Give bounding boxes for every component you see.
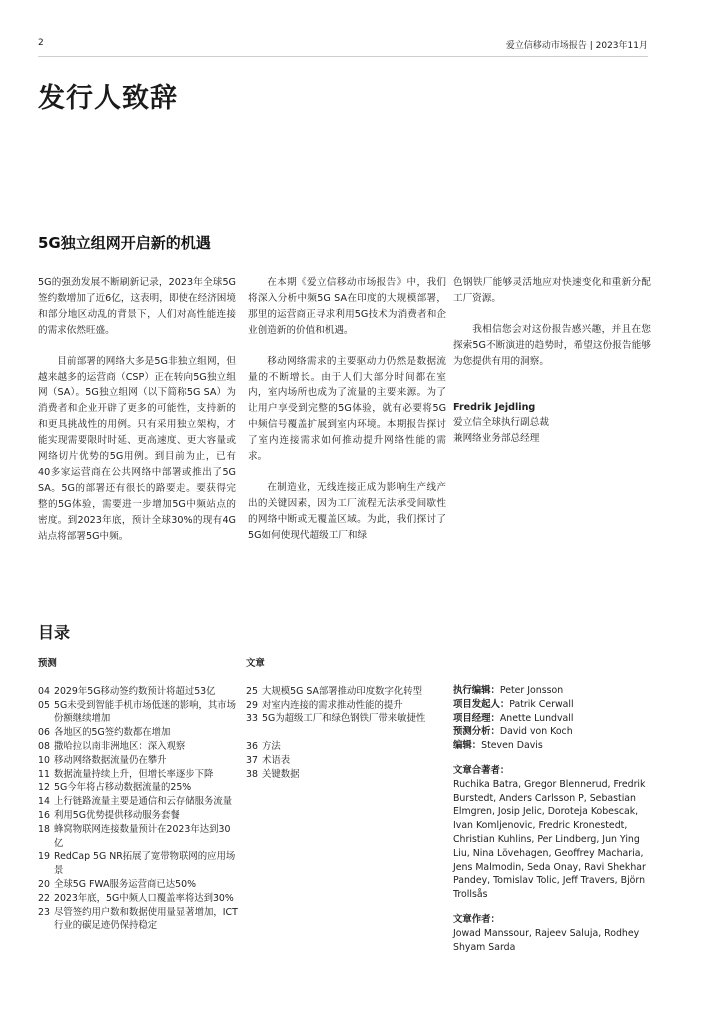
paragraph: 5G的强劲发展不断刷新记录，2023年全球5G签约数增加了近6亿，这表明，即使在经济困境和部分地区动乱的背景下，人们对高性能连接的需求依然旺盛。	[38, 277, 236, 336]
toc-articles	[246, 657, 444, 781]
credit-value: David von Koch	[499, 726, 573, 738]
toc-page-number: 19	[38, 851, 50, 863]
toc-page-number: 14	[38, 796, 50, 808]
toc-forecast	[38, 657, 238, 933]
toc-item[interactable]	[38, 850, 238, 878]
toc-item[interactable]	[38, 699, 238, 727]
credit-line	[453, 712, 653, 726]
credits	[453, 684, 653, 954]
paragraph: 移动网络需求的主要驱动力仍然是数据流量的不断增长。由于人们大部分时间都在室内，室内场所也成为了流量的主要来源。为了让用户享受到完整的5G体验，就有必要将5G中频信号覆盖扩展到室内环境。本期报告探讨了室内连接需求如何推动提升网络性能的需求。	[248, 355, 446, 463]
page-header	[38, 38, 648, 52]
signature-role: 爱立信全球执行副总裁	[453, 417, 549, 429]
credit-line	[453, 725, 653, 739]
toc-item[interactable]	[38, 795, 238, 809]
header-divider	[38, 56, 648, 57]
toc-page-number: 29	[246, 699, 258, 711]
toc-page-number: 11	[38, 768, 50, 780]
authors-list: Jowad Manssour, Rajeev Saluja, Rodhey Shyam Sarda	[453, 927, 640, 953]
toc-item-text: 关键数据	[262, 768, 300, 780]
toc-item-text: 2029年5G移动签约数预计将超过53亿	[54, 685, 216, 697]
toc-item-text: 5G为超级工厂和绿色钢铁厂带来敏捷性	[262, 713, 426, 725]
authors-block	[453, 913, 653, 954]
body-column-2	[248, 275, 446, 559]
toc-item[interactable]	[38, 823, 238, 851]
toc-item-text: 5G未受到智能手机市场低迷的影响，其市场份额继续增加	[54, 699, 236, 725]
toc-item-text: 对室内连接的需求推动性能的提升	[262, 699, 403, 711]
toc-page-number: 20	[38, 878, 50, 890]
toc-item-text: 术语表	[262, 754, 291, 766]
toc-page-number: 10	[38, 754, 50, 766]
credit-line	[453, 684, 653, 698]
toc-item[interactable]	[38, 754, 238, 768]
toc-page-number: 23	[38, 906, 50, 918]
paragraph: 在本期《爱立信移动市场报告》中，我们将深入分析中频5G SA在印度的大规模部署，那里的运营商正寻求利用5G技术为消费者和企业创造新的价值和机遇。	[248, 277, 446, 336]
coauthors-title: 文章合著者：	[453, 764, 510, 776]
body-column-1	[38, 275, 236, 560]
paragraph: 目前部署的网络大多是5G非独立组网，但越来越多的运营商（CSP）正在转向5G独立组网（SA）。5G独立组网（以下简称5G SA）为消费者和企业开辟了更多的可能性，支持新的和更具挑战性的用例。只有采用独立架构，才能实现需要限时时延、更高速度、更大容量或网络切片优势的5G用例。到目前为止，已有40多家运营商在公共网络中部署或推出了5G SA。5G的部署还有很长的路要走。要获得完整的5G体验，需要进一步增加5G中频站点的密度。到2023年底，预计全球30%的现有4G站点将部署5G中频。	[38, 355, 236, 542]
toc-item[interactable]	[246, 740, 444, 754]
coauthors-block	[453, 764, 653, 902]
toc-item[interactable]	[38, 685, 238, 699]
toc-item-text: 全球5G FWA服务运营商已达50%	[54, 878, 196, 890]
toc-item-text: 2023年底，5G中频人口覆盖率将达到30%	[54, 892, 234, 904]
credit-line	[453, 698, 653, 712]
paragraph: 色钢铁厂能够灵活地应对快速变化和重新分配工厂资源。	[453, 277, 651, 304]
toc-item-text: 大规模5G SA部署推动印度数字化转型	[262, 685, 422, 697]
signature-name: Fredrik Jejdling	[453, 401, 536, 413]
page-number: 2	[38, 38, 44, 48]
paragraph: 在制造业，无线连接正成为影响生产线产出的关键因素，因为工厂流程无法承受间歇性的网络中断或无覆盖区域。为此，我们探讨了5G如何使现代超级工厂和绿	[248, 481, 446, 541]
toc-page-number: 37	[246, 754, 258, 766]
toc-page-number: 22	[38, 892, 50, 904]
toc-item[interactable]	[38, 809, 238, 823]
credit-value: Peter Jonsson	[499, 685, 564, 696]
authors-title: 文章作者：	[453, 913, 500, 925]
toc-item[interactable]	[246, 754, 444, 768]
toc-item[interactable]	[246, 768, 444, 782]
toc-forecast-heading: 预测	[38, 658, 57, 669]
coauthors-list: Ruchika Batra, Gregor Blennerud, Fredrik Burstedt, Anders Carlsson P, Sebastian Elmgren, Josip Jelic, Doroteja Kobescak, Ivan Komljenovic, Fredric Kronestedt, Christian Kuhlins, Per Lindberg, Jun Ying Liu, Nina Lövehagen, Geoffrey Macharia, Jens Malmodin, Seda Onay, Ravi Shekhar Pandey, Tomislav Tolic, Jeff Travers, Björn Trollsås	[453, 778, 646, 901]
signature	[453, 400, 651, 448]
toc-item[interactable]	[246, 685, 444, 699]
page-title: 发行人致辞	[38, 83, 178, 114]
credit-line	[453, 739, 653, 753]
toc-page-number: 05	[38, 699, 50, 711]
credit-label: 项目经理：	[453, 712, 500, 724]
toc-item-text: 尽管签约用户数和数据使用量显著增加，ICT行业的碳足迹仍保持稳定	[54, 906, 238, 932]
toc-item[interactable]	[38, 878, 238, 892]
toc-item[interactable]	[38, 906, 238, 934]
toc-item[interactable]	[38, 740, 238, 754]
toc-item-text: 蜂窝物联网连接数量预计在2023年达到30亿	[54, 823, 231, 849]
toc-page-number: 08	[38, 740, 50, 752]
credit-value: Steven Davis	[481, 740, 543, 752]
toc-item-text: 各地区的5G签约数都在增加	[54, 727, 171, 739]
toc-item[interactable]	[38, 726, 238, 740]
toc-page-number: 38	[246, 768, 258, 780]
toc-page-number: 18	[38, 823, 50, 835]
body-column-3	[453, 275, 651, 447]
credit-label: 编辑：	[453, 740, 482, 752]
toc-item-text: 方法	[262, 740, 281, 752]
credit-value: Patrik Cerwall	[509, 698, 574, 710]
credit-label: 项目发起人：	[453, 698, 510, 710]
toc-item[interactable]	[246, 699, 444, 713]
toc-page-number: 33	[246, 713, 258, 725]
toc-articles-heading: 文章	[246, 658, 265, 669]
credit-label: 执行编辑：	[453, 685, 500, 696]
paragraph: 我相信您会对这份报告感兴趣，并且在您探索5G不断演进的趋势时，希望这份报告能够为您提供有用的洞察。	[453, 323, 651, 367]
toc-page-number: 04	[38, 685, 50, 697]
toc-item-text: RedCap 5G NR拓展了宽带物联网的应用场景	[54, 851, 236, 877]
section-subtitle: 5G独立组网开启新的机遇	[38, 234, 211, 252]
toc-item-text: 移动网络数据流量仍在攀升	[54, 754, 167, 766]
toc-page-number: 25	[246, 685, 258, 697]
toc-page-number: 12	[38, 782, 50, 794]
toc-page-number: 06	[38, 727, 50, 739]
toc-item-text: 利用5G优势提供移动服务套餐	[54, 809, 180, 821]
toc-item[interactable]	[38, 768, 238, 782]
toc-page-number: 16	[38, 809, 50, 821]
toc-item-text: 数据流量持续上升，但增长率逐步下降	[54, 768, 214, 780]
toc-item-text: 5G今年将占移动数据流量的25%	[54, 782, 192, 794]
toc-title: 目录	[38, 623, 71, 642]
toc-item[interactable]	[38, 892, 238, 906]
credit-label: 预测分析：	[453, 726, 500, 738]
toc-item-text: 上行链路流量主要是通信和云存储服务流量	[54, 796, 233, 808]
report-title: 爱立信移动市场报告 | 2023年11月	[505, 41, 648, 51]
toc-page-number: 36	[246, 740, 258, 752]
toc-item[interactable]	[38, 781, 238, 795]
credit-value: Anette Lundvall	[499, 712, 574, 724]
toc-item[interactable]	[246, 712, 444, 726]
signature-role: 兼网络业务部总经理	[453, 433, 540, 445]
toc-item-text: 撒哈拉以南非洲地区：深入观察	[54, 740, 186, 752]
